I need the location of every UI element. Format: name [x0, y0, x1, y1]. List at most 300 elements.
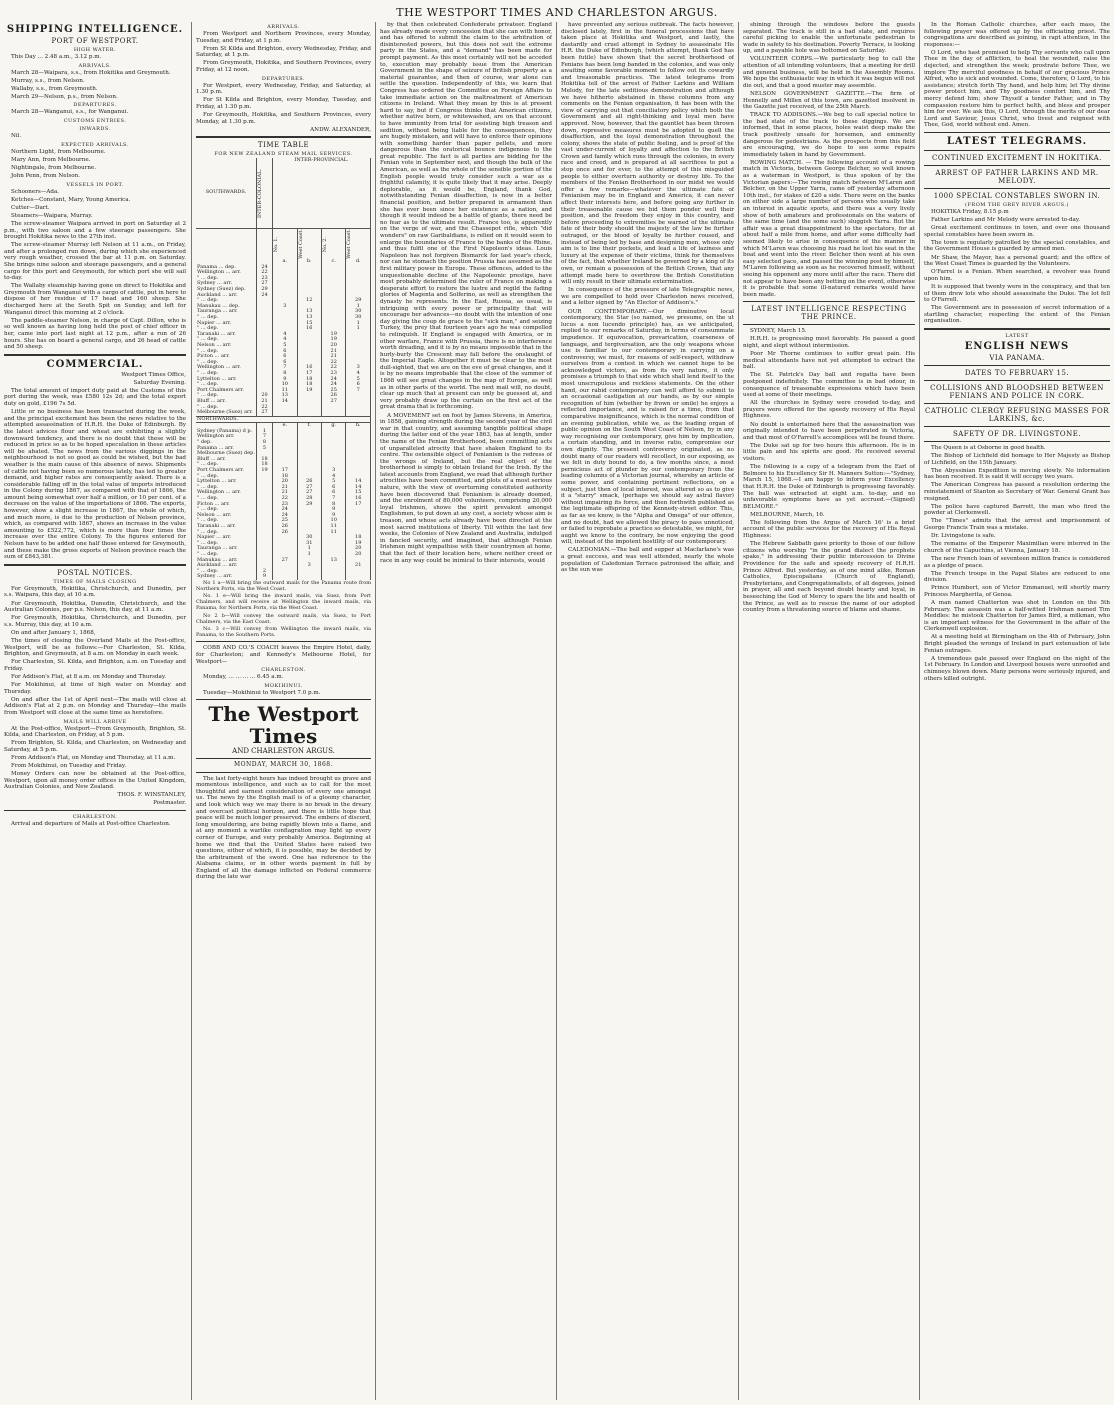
table-cell: 8 [273, 371, 297, 377]
english-via: VIA PANAMA. [989, 354, 1045, 362]
table-cell: 13 [297, 315, 321, 321]
table-cell: 2 [257, 569, 273, 575]
postmaster-name: THOS. F. WINSTANLEY, [117, 792, 186, 799]
paragraph: March 28—Waipara, s.s., from Hokitika and Greymouth. [11, 69, 171, 76]
paragraph: The screw-steamer Murray left Nelson at 11 a.m., on Friday, and after a prolonged run down, during which she experienced very rough weather, crossed the bar at 11 p.m. on Saturday. She brings nine saloon and steerage passengers, and a general cargo for this port and Greymouth, for which port she will sail to-day. [4, 242, 186, 282]
table-cell: 30 [346, 309, 371, 315]
paragraph: The St. Patrick's Day ball and regatta have been postponed indefinitely. The committee is in bad odour, in consequence of treasonable expressions which have been used at some of their meetings. [743, 372, 915, 399]
table-cell: Melbourne (Suez) arr. [196, 410, 257, 416]
table-cell: 1 [257, 429, 273, 435]
table-cell: 30 [297, 535, 321, 541]
table-cell: 27 [321, 399, 345, 405]
table-cell: 24 [321, 377, 345, 383]
table-cell: 21 [321, 349, 345, 355]
source-line: (FROM THE GREY RIVER ARGUS.) [965, 202, 1069, 208]
table-cell: Bluff ... arr. [196, 457, 257, 463]
table-cell: 31 [297, 541, 321, 547]
table-cell: 3 [321, 468, 345, 474]
table-cell: " ... dep. [196, 496, 257, 502]
table-cell: 15 [297, 321, 321, 327]
table-cell: 13 [321, 558, 345, 564]
livingstone-head: SAFETY OF DR. LIVINGSTONE. [952, 430, 1082, 438]
table-cell: 14 [273, 399, 297, 405]
table-cell: 6 [321, 485, 345, 491]
table-cell: " ... dep. [196, 360, 257, 366]
paragraph: For Greymouth, Hokitika, Christchurch, and Dunedin, per s.s. Waipara, this day, at 10 a.m. [4, 585, 186, 599]
tt-head-row [196, 229, 371, 259]
paragraph: The screw-steamer Waipara arrived in port on Saturday at 2 p.m., with two saloon and a few steerage passengers. She brought Hokitika news to the 27th inst. [4, 220, 186, 241]
timetable [196, 158, 371, 580]
paragraph: Prince Humbert, son of Victor Emmanuel, will shortly marry Princess Margherita, of Genoa. [924, 585, 1110, 598]
departures: March 28—Wanganui, s.s., for Wanganui. [11, 109, 129, 116]
table-cell: Panama ... arr. [196, 446, 257, 452]
expected-label: EXPECTED ARRIVALS. [61, 141, 129, 148]
table-cell: 25 [321, 388, 345, 394]
inwards: Nil. [11, 133, 22, 140]
table-cell: 22 [257, 405, 273, 411]
paragraph: Northern Light, from Melbourne. [11, 148, 106, 155]
c2-departures-list [196, 83, 371, 126]
table-cell: 19 [297, 388, 321, 394]
paragraph: From Brighton, St. Kilda, and Charleston, on Wednesday and Saturday, at 5 p.m. [4, 740, 186, 753]
table-cell: " ... dep. [196, 507, 257, 513]
table-cell: Nelson ... arr. [196, 343, 257, 349]
table-cell: 27 [257, 281, 273, 287]
table-cell: 4 [273, 332, 297, 338]
table-cell: 11 [321, 530, 345, 536]
table-cell: 5 [273, 343, 297, 349]
timetable-title: TIME TABLE [257, 141, 310, 150]
paragraph: For St Kilda and Brighton, every Monday, Tuesday, and Friday, at 1.30 p.m. [196, 97, 371, 110]
shipping-title: SHIPPING INTELLIGENCE. [6, 24, 184, 35]
table-cell: " ... dep. [196, 315, 257, 321]
vessels-list [4, 189, 186, 220]
table-cell: 18 [297, 382, 321, 388]
paragraph: For Greymouth, Hokitika, and Southern Provinces, every Monday, at 1.30 p.m. [196, 111, 371, 125]
departures-label: DEPARTURES. [73, 102, 117, 109]
paragraph: shining through the windows before the guests separated. The track is still in a bad state, and requires careful picking to enable the unfortunate pedestrian to wade in safety to his destination. Poverty Terrace, is looking up, and a payable hole was bottomed on Saturday. [743, 22, 915, 55]
paragraph: The following is a copy of a telegram from the Earl of Belmore to his Excellency Sir H. Manners Sutton:—"Sydney, March 15, 1868.—I am happy to inform your Excellency that H.R.H. the Duke of Edinburgh is progressing favorably. The ball was extracted at eight a.m. to-day, and no unfavorable symptoms have as yet accrued.—(Signed) BELMORE." [743, 464, 915, 510]
table-cell: 11 [321, 524, 345, 530]
table-cell: 29 [257, 287, 273, 293]
catholic-head: CATHOLIC CLERGY REFUSING MASSES FOR LARKINS, &c. [924, 407, 1110, 423]
paragraph: From St Kilda and Brighton, every Wednesday, Friday, and Saturday, at 1 p.m. [196, 45, 371, 59]
tt-northwards-head: NORTHWARDS. [196, 416, 371, 423]
table-cell: 12 [297, 298, 321, 304]
table-cell: 1 [297, 552, 321, 558]
paragraph: For Charleston, St. Kilda, and Brighton, a.m. on Tuesday and Friday. [4, 659, 186, 672]
table-cell: 27 [297, 490, 321, 496]
table-cell: Wellington ... arr. [196, 270, 257, 276]
table-cell: Sydney ... arr. [196, 574, 257, 580]
table-cell: Lyttelton ... arr. [196, 377, 257, 383]
column-3 [380, 22, 552, 1400]
tt-south-body [196, 265, 371, 417]
table-cell: Taranaki ... arr. [196, 524, 257, 530]
table-cell: " ... dep. [196, 485, 257, 491]
table-cell: 24 [321, 382, 345, 388]
table-cell: " ... dep. [196, 518, 257, 524]
table-cell: a. [273, 259, 297, 265]
hokitika-paragraphs [924, 209, 1110, 325]
c2-arrivals-list [196, 31, 371, 74]
table-cell: 17 [273, 468, 297, 474]
table-cell: Napier ... arr. [196, 535, 257, 541]
table-cell: 5 [321, 479, 345, 485]
paragraph: At the Post-office, Westport—From Greymouth, Brighton, St. Kilda, and Charleston, on Friday, at 5 p.m. [4, 725, 186, 739]
table-cell: 9 [257, 574, 273, 580]
table-cell: 13 [273, 393, 297, 399]
paragraph: The Abyssinian Expedition is moving slowly. No information has been received. It is said it will occupy two years. [924, 467, 1110, 481]
prayer-paragraphs [924, 22, 1110, 129]
table-cell: 23 [321, 371, 345, 377]
table-cell: d. [346, 259, 371, 265]
table-cell: 6 [346, 382, 371, 388]
table-cell: 24 [273, 513, 297, 519]
table-cell: 18 [346, 535, 371, 541]
table-cell: Lyttelton ... arr. [196, 479, 257, 485]
tt-inter-colonial: INTER-COLONIAL. [257, 168, 263, 218]
table-cell: Picton ... arr. [196, 502, 257, 508]
table-cell: Napier ... arr. [196, 321, 257, 327]
table-cell: 24 [257, 265, 273, 271]
table-cell: c. [321, 259, 345, 265]
mails-arrive-label: MAILS WILL ARRIVE [63, 718, 127, 725]
coach-mokihinui: MOKIHINUI. [264, 682, 303, 689]
paragraph: The "Times" admits that the arrest and imprisonment of George Francis Train was a mistake. [924, 518, 1110, 532]
tt-notes [196, 580, 371, 639]
charleston-text: Arrival and departure of Mails at Post-office Charleston. [11, 821, 171, 828]
table-cell: 29 [346, 298, 371, 304]
prince-paragraphs [743, 328, 915, 613]
column-rule [375, 22, 376, 1400]
coach-charleston: CHARLESTON. [261, 667, 306, 674]
column-rule [556, 22, 557, 1400]
table-cell: 10 [273, 382, 297, 388]
paragraph: Ketches—Constant, Mary, Young America. [11, 196, 131, 203]
table-cell: " ... dep. [196, 405, 257, 411]
table-cell: 21 [321, 354, 345, 360]
table-cell: 3 [273, 304, 297, 310]
paragraph: No. 1 e—Will bring the inward mails, via Suez, from Port Chalmers, and will receive at Wellington the inward mails, via Panama, for Northern Ports, via the West Coast. [196, 593, 371, 612]
table-cell: 4 [346, 371, 371, 377]
table-cell: " ... dep. [196, 530, 257, 536]
table-cell: 22 [321, 365, 345, 371]
coach-monday: Monday, ... ... ... ... 6.45 a.m. [203, 674, 284, 681]
commercial-day: Saturday Evening. [133, 379, 186, 386]
signoff: ANDW. ALEXANDER, [310, 126, 371, 133]
paragraph: Mr Shaw, the Mayor, has a personal guard; and the office of the West Coast Times is guarded by the Volunteers. [924, 254, 1110, 268]
paragraph: O Lord, who hast promised to help Thy servants who call upon Thee in the day of affliction, to heal the wounded, raise the dejected, and strengthen the week; prostrate before Thee, we implore Thy merciful goodness in behalf of our gracious Prince Alfred, who is sick and wounded. Come, therefore, O Lord, to his assistance; stretch forth Thy hand, and help him; let Thy divine power protect him, and Thy goodness comfort him, and Thy mercy defend him; show Thyself a tender Father, and in Thy compassion restore him to perfect helth, and bless and prosper him for ever. We ask this, O Lord, through the merits of our dear Lord and Saviour, Jesus Christ, who livest and reignest with Thee, God, world without end. Amen. [924, 49, 1110, 129]
arrivals-label: ARRIVALS. [78, 62, 112, 69]
c2-arrivals-label: ARRIVALS. [267, 24, 300, 30]
table-cell: Panama ... dep. [196, 265, 257, 271]
paragraph: The Wallaby steamship having gone on direct to Hokitika and Greymouth from Wanganui with a cargo of cattle, put in here to dispose of her residue of 17 head and 160 sheep. She discharged here at the South Spit on Sunday, and left for Wanganui direct this morning at 2 o'clock. [4, 283, 186, 316]
paragraph: The new French loan of seventeen million francs is considered as a pledge of peace. [924, 555, 1110, 569]
table-cell: Wellington ... arr. [196, 490, 257, 496]
table-cell: 27 [297, 485, 321, 491]
paragraph: The American Congress has passed a resolution ordering the reinstatement of Stanton as Secretary of War. General Grant has resigned. [924, 482, 1110, 502]
expected-list [4, 149, 186, 180]
table-cell: " ... dep. [196, 474, 257, 480]
paragraph: Nightingale, from Melbourne. [11, 164, 97, 171]
arrivals-list [4, 70, 186, 101]
paper-subtitle: AND CHARLESTON ARGUS. [232, 747, 335, 756]
table-cell: 8 [321, 502, 345, 508]
paragraph: John Penn, from Nelson. [11, 172, 80, 179]
port-title: PORT OF WESTPORT. [51, 37, 139, 45]
table-cell: 13 [297, 309, 321, 315]
timetable-subtitle: FOR NEW ZEALAND STEAM MAIL SERVICES. [214, 151, 353, 158]
table-cell: 20 [321, 343, 345, 349]
table-cell: 27 [273, 558, 297, 564]
high-water-label: HIGH WATER. [73, 47, 117, 53]
dates-head: DATES TO FEBRUARY 15. [964, 369, 1070, 377]
paragraph: Cutter—Dart. [11, 204, 50, 211]
table-cell: " ... dep. [196, 462, 257, 468]
hokitika-head: CONTINUED EXCITEMENT IN HOKITIKA. [932, 154, 1102, 162]
paragraph: For Greymouth, Hokitika, Dunedin, Christchurch, and the Australian Colonies, per p.s. Nelson, this day, at 11 a.m. [4, 600, 186, 614]
mails-closing-label: TIMES OF MAILS CLOSING [53, 578, 137, 585]
paragraph: H.R.H. is progressing most favorably. He passed a good night, and slept without intermission. [743, 336, 915, 350]
table-cell: " ... dep. [196, 298, 257, 304]
paragraph: At a meeting held at Birmingham on the 4th of February, John Bright pleaded the wrongs of Ireland in part extenuation of late Fenian outrages. [924, 634, 1110, 654]
table-cell: 20 [346, 546, 371, 552]
table-cell: 19 [321, 337, 345, 343]
coach-text: COBB AND CO.'S COACH leaves the Empire Hotel, daily, for Charleston; and Kennedy's Melbourne Hotel, for Westport— [196, 645, 371, 665]
commercial-paragraphs [4, 388, 186, 561]
tt-inter-provincial: INTER-PROVINCIAL. [273, 158, 371, 229]
table-cell: 18 [273, 474, 297, 480]
table-cell: 7 [273, 365, 297, 371]
tt-column-head: West Coast. [346, 229, 353, 260]
table-cell: 14 [346, 485, 371, 491]
paragraph: In consequence of the pressure of late Telegraphic news, we are compelled to hold over Charleston news received, and a letter signed by "An Elector of Addison's." [561, 287, 734, 307]
table-cell: Manukau ... dep. [196, 304, 257, 310]
table-cell: 5 [346, 377, 371, 383]
table-cell: 7 [321, 496, 345, 502]
paragraph: For Greymouth, Hokitika, Christchurch, and Dunedin, per s.s. Murray, this day, at 10 a.m. [4, 615, 186, 628]
c2-departures-label: DEPARTURES. [261, 75, 306, 82]
paragraph: The Duke sat up for two hours this afternoon. He is in little pain and his spirits are good. He received several visitors. [743, 442, 915, 463]
table-cell: Tauranga ... arr. [196, 309, 257, 315]
table-cell: 23 [257, 276, 273, 282]
charleston-title: CHARLESTON. [72, 814, 118, 821]
paragraph: A man named Chatterton was shot in London on the 5th February. The assassin was a half-witted Irishman named Tim Meddles: he mistook Chatterton for James Bird, a milkman, who is an important witness for the Government in the affair of the Clerkenwell explosion. [924, 599, 1110, 633]
table-cell: 7 [346, 388, 371, 394]
table-cell: 29 [297, 502, 321, 508]
table-cell: " ... dep. [196, 393, 257, 399]
commercial-title: COMMERCIAL. [46, 358, 144, 370]
table-cell: Sydney (Suez) dep. [196, 287, 257, 293]
paragraph: The town is regularly patrolled by the special constables, and the Government House is guarded by armed men. [924, 239, 1110, 253]
table-cell: 19 [257, 468, 273, 474]
paragraph: The total amount of import duty paid at the Customs of this port during the week, was £580 12s 2d; and the total export duty on gold, £196 7s 5d. [4, 387, 186, 408]
paragraph: The Hebrew Sabbath gave priority to those of our fellow citizens who worship "in the grand dialect the prophets spake," in addressing their public intercession to Divine Providence for the safe and speedy recovery of H.R.H. Prince Alfred. But yesterday, as of one mind alike, Roman Catholics, Episcopalians (Church of England), Presbyterians, and Congregationalists, of all degrees, joined in prayer, all and each beyond doubt hearty and loyal, in beseeching the God of Mercy to spare the life and health of the Prince, as well as to rescue the name of our adopted country from a threatening source of blame and shame. [743, 541, 915, 614]
mails-arrive-list [4, 726, 186, 791]
table-cell: 24 [273, 507, 297, 513]
paragraph: The remains of the Emperor Maximilian were interred in the church of the Capuchins, at Vienna, January 18. [924, 541, 1110, 554]
paragraph: The last forty-eight hours has indeed brought us grave and momentous intelligence, and such as to call for the most thoughtful and earnest consideration of every one amongst us. The news by the English mail is of a gloomy character, and look which way we may there is no break in the dreary and overcast political horizon, and there is little hope that peace will be much longer preserved. The embers of discord, long smouldering, are being rapidly blown into a flame, and at any moment a warlike conflagration may light up every corner of Europe, and very probably America. Beginning at home we find that the United States have raised two questions, either of which, it is possible, may be decided by the arbitrament of the sword. One has reference to the Alabama claims, or in other words payment in full by England of all the damage inflicted on Federal commerce during the late war [196, 775, 371, 881]
table-cell: " ... dep. [196, 326, 257, 332]
table-cell: 9 [321, 507, 345, 513]
paragraph: For Mokihinui, at time of high water on Monday and Thursday. [4, 682, 186, 695]
paragraph: have prevented any serious outbreak. The facts however, disclosed lately, first in the funeral processions that have taken place at Hokitika and Westport, and lastly, the dastardly and cruel attempt in Sydney to assassinate His H.R. the Duke of Edinburgh, (which attempt, thank God has been futile) have shown that the secret brotherhood of Fenians has been long banded in the colonies, and was only awaiting some favorable moment to follow out its cowardly and treasonable practices. The latest telegrams from Hokitika tell of the arrest of Father Larkins and William Melody, for the late seditious demonstration and although we have hitherto abstained in these columns from any comments on the Fenian organisation, it has been with the view of carrying out that conciliatory policy which both the Government and all right-thinking and loyal men have approved. Now, however, that the gauntlet has been thrown down, repressive measures must be adopted to quell the disaffection, and the loyal demonstration throughout the colony, shows the state of public feeling, and is proof of the vast under-current of loyalty and affection to the British Crown and family which runs through the colonies, in every race and creed, and is prepared at all sacrifices to put a stop once and for ever, to the attempt of this misguided people to either overturn authority or destroy life. To the members of the Fenian Brotherhood in our midst we would offer a few remarks—whatever the ultimate fate of Fenianism may be in England and America, it can never affect their interests here, and before going any further in their treasonable cause we bid them ponder well their position, and the freedom they enjoy in this country, and before proceeding to extremities be warned of the ultimate fate of their body should the majesty of the law be further outraged, or the blood of loyalty be further roused, and instead of being led by base and designing men, whose only aim is to line their pockets, and lead a life of laziness and luxury at the expense of their victims, think for themselves of the fact, that whether Ireland be governed by a king of its own, or remain a possession of the British Crown, that any attempt made here to overthrow the British Constitution will only result in their ultimate extermination. [561, 22, 734, 286]
column-rule [738, 22, 739, 1400]
paragraph: From Addison's Flat, on Monday and Thursday, at 11 a.m. [11, 754, 176, 761]
paragraph: Poor Mr Thorne continues to suffer great pain. His medical attendants have not yet attempted to extract the ball. [743, 351, 915, 371]
table-cell: 16 [297, 365, 321, 371]
table-cell: 17 [297, 371, 321, 377]
table-cell: 20 [346, 552, 371, 558]
table-cell: " ... dep. [196, 276, 257, 282]
paragraph: by that then celebrated Confederate privateer. England has already made every concession that she can with honor, and has offered to submit the claim to the arbitration of disinterested powers, but this does not suit the extreme party in the States, and a "demand" has been made for prompt payment. As this most certainly will not be acceded to, execution may probably issue from the American Government in the shape of seizure of British property as a material guarantee, and then of course, war alone can settle the question. Independently of this, we learn that Congress has ordered the Committee on Foreign Affairs to take immediate action on the maltreatment of American citizens in Ireland. What they mean by this is at present hard to say, but if Congress thinks that American citizens, whether native born, or whitewashed, are on that account to have immunity from trial for assisting high treason and sedition, without being liable for the consequences, they are hugely mistaken, and will have to enforce their opinions with something harder than paper pellets, and more dangerous than the oratorical bounce indigenous to the great republic. The fact is all parties are bidding for the Fenian vote in September next, and though the bulk of the American, as well as the whole of the sensible portion of the English people would truly consider such a war as a frightful calamity, it is quite likely that it may arise. Deeply deplorable, as it would be, England, thank God, notwithstanding Fenian disaffection, is now in a better financial position, and better prepared in armament than she has ever been since her existence as a nation, and though it would indeed be a battle of giants, there need be no fear as to the ultimate result. France too, is apparently on the verge of war, and the Chassepot rifle, which "did wonders" on raw Garibaldians, is relied on it would seem to enlarge the boundaries of France to the banks of the Rhine, and thus fulfil one of the First Napoleon's ideas. Louis Napoleon has not forgiven Bismarck for last year's check, nor can he stomach the position Prussia has assumed as the first military power in Europe. These offences, added to the unquestionable decline of the Napoleonic prestige, have most probably determined the ruler of France on making a desperate effort to restore the lustre and regild the fading glories of Magenta and Solferino, as well as strengthen the dynasty he represents. In the East, Russia, as usual, is intriguing with every power or principality that will encourage her advances—no doubt with the intention of one day giving the coup de grace to the "sick man," and seizing Turkey, the prey that fourteen years ago he was compelled to relinquish. If England is engaged with America, or in other warfare, France with Prussia, there is no interference worth dreading, and it is by no means impossible that in the hurly-burly the Crescent may fall before the onslaught of the Imperial Eagle. Altogether it must be clear to the most dull-sighted, that we are on the eve of great changes, and it is by no means improbable that the close of the summer of 1868 will see great changes in the map of Europe, as well as in other parts of the world. The next mail will, no doubt, clear up much that at present can only be guessed at, and very probably draw up the curtain on the first act of the great drama that is forthcoming. [380, 22, 552, 411]
paragraph: Mary Ann, from Melbourne. [11, 156, 91, 163]
inwards-label: INWARDS. [79, 126, 111, 133]
paragraph: Money Orders can now be obtained at the Post-office, Westport, upon all money order offices in the United Kingdom, Australian Colonies, and New Zealand. [4, 771, 186, 791]
paragraph: For Westport, every Wednesday, Friday, and Saturday, at 1.30 p.m. [196, 82, 371, 96]
paragraph: No. 3 c—Will convey from Wellington the inward mails, via Panama, to the Southern Ports. [196, 626, 371, 639]
paragraph: NELSON GOVERNMENT GAZETTE.—The firm of Hennelly and Millen of this town, are gazetted insolvent in the Gazette just received, of the 25th March. [743, 90, 915, 111]
table-cell: 1 [346, 326, 371, 332]
commercial-office: Westport Times Office, [121, 371, 186, 378]
tt-column-head: West Coast. [297, 229, 304, 260]
table-cell: 15 [346, 490, 371, 496]
table-cell: 1 [346, 321, 371, 327]
table-cell: Picton ... arr. [196, 354, 257, 360]
paragraph: TRACK TO ADDISONS.—We beg to call special notice to the bad state of the track to these diggings. We are informed, that in some places, holes waist deep make the track positively unsafe for horsemen, and eminently dangerous for pedestrians. As the prospects from this field are encouraging, we do hope to see some repairs immediately taken in hand by Government. [743, 112, 915, 158]
table-cell: 20 [273, 479, 297, 485]
table-cell: " ... dep. [196, 349, 257, 355]
paragraph: From Greymouth, Hokitika, and Southern Provinces, every Friday, at 12 noon. [196, 60, 371, 73]
table-cell: 21 [273, 490, 297, 496]
paragraph: ROWING MATCH. — The following account of a rowing match in Victoria, between George Belcher, so well known as a waterman in Westport, is thus spoken of by the Victorian papers:—The rowing match between M'Laren and Belcher, on the Upper Yarra, came off yesterday afternoon 10th inst., for stakes of £20 a side. There were on the banks on either side a large number of persons who usually take an interest in aquatic sports, and there was a very lively show of both amateurs and professionals on the waters of the same time (and the some such) sluggish Yarra. But the affair was a great disappointment to the spectators, for at about half a mile from home, and after some difficulty had seemed likely to arise in consequence of the manner in which M'Laren was choosing his road he lost his seat in the boat and went into the river. Belcher then went at his own easy selected pace, and passed the winning post by himself, M'Laren following as soon as he recovered himself, without seeing his opponent any more until after the race. There did not appear to have been any betting on the event, otherwise it is probable that some ill-natured remarks would have been made. [743, 159, 915, 298]
table-cell: 6 [273, 349, 297, 355]
table-cell: g. [321, 423, 345, 429]
collisions-head: COLLISIONS AND BLOODSHED BETWEEN FENIANS AND POLICE IN CORK. [930, 384, 1104, 400]
c3-paragraphs [380, 22, 552, 564]
table-cell: 4 [321, 474, 345, 480]
paragraph: SYDNEY, March 15. [750, 328, 807, 335]
table-cell: 3 [346, 365, 371, 371]
paragraph: The times of closing the Overland Mails at the Post-office, Westport, will be as follows:—For Charleston, St. Kilda, Brighton, and Greymouth, at 8 a.m. on Monday in each week. [4, 637, 186, 658]
paragraph: The police have captured Barrett, the man who fired the powder at Clerkenwell. [924, 503, 1110, 517]
table-cell: 18 [257, 462, 273, 468]
table-cell: 22 [273, 496, 297, 502]
table-cell: 20 [257, 393, 273, 399]
table-cell: 27 [257, 410, 273, 416]
table-cell: h. [346, 423, 371, 429]
paragraph: In the Roman Catholic churches, after each mass, the following prayer was offered up by the officiating priest. The congregations are described as joining, in rapt attention, in the responses:— [924, 22, 1110, 48]
table-cell: 16 [297, 326, 321, 332]
table-cell: f. [297, 423, 321, 429]
table-cell: 6 [273, 360, 297, 366]
leader-paragraphs [196, 776, 371, 882]
paragraph: VOLUNTEER CORPS.—We particularly beg to call the attention of all intending volunteers, that a meeting for drill and general business, will be held in the Assembly Rooms. We hope the enthusiastic way in which it was begun will not die out, and that a good muster may assemble. [743, 56, 915, 89]
paper-date: MONDAY, MARCH 30, 1868. [233, 760, 334, 768]
table-cell: Melbourne (Suez) dep. [197, 450, 255, 457]
table-cell: Manukau ... arr. [196, 558, 257, 564]
table-cell: 3 [297, 563, 321, 569]
table-cell: 6 [321, 490, 345, 496]
table-cell: 19 [321, 332, 345, 338]
tt-north-body [196, 429, 371, 580]
column-6 [924, 22, 1110, 1400]
table-cell: Nelson ... arr. [196, 513, 257, 519]
table-cell: 21 [346, 563, 371, 569]
table-cell: " ... dep. [196, 569, 257, 575]
paragraph: Wallaby, s.s., from Greymouth. [11, 85, 98, 92]
table-cell: 9 [273, 377, 297, 383]
table-cell: Auckland ... arr. [196, 293, 257, 299]
table-cell: 26 [273, 524, 297, 530]
mails-closing-list [4, 586, 186, 717]
paragraph: The Government are in possession of secret information of a startling character, respecting the extent of the Fenian organisation. [924, 305, 1110, 325]
paragraph: It is supposed that twenty were in the conspiracy, and that ten of them drew lots who should assassinate the Duke. The lot fell to O'Farrell. [924, 283, 1110, 304]
shipping-paragraphs [4, 221, 186, 351]
c5-paragraphs [743, 22, 915, 298]
paragraph: From Westport and Northern Provinces, every Monday, Tuesday, and Friday, at 1 p.m. [196, 31, 371, 44]
paragraph: CALEDONIAN.—The ball and supper at Macfarlane's was a great success, and was well attended, nearly the whole population of Caledonian Terrace patronised the affair, and as the sun was [561, 547, 734, 574]
table-cell: Auckland ... arr. [196, 563, 257, 569]
table-cell: b. [297, 259, 321, 265]
customs-label: CUSTOMS ENTRIES. [63, 118, 127, 125]
table-cell: 4 [273, 337, 297, 343]
table-cell: Sydney (Panama) d p. [196, 429, 257, 435]
paragraph: From Mokihinui, on Tuesday and Friday. [11, 762, 127, 769]
table-cell: 8 [257, 440, 273, 446]
table-cell: 7 [257, 434, 273, 440]
table-cell: Port Chalmers arr. [196, 388, 257, 394]
column-5 [743, 22, 915, 1400]
paragraph: MELBOURNE, March, 16. [750, 511, 825, 518]
table-cell: " dep. [196, 440, 257, 446]
column-rule [191, 22, 192, 1400]
table-cell: 16 [346, 496, 371, 502]
tt-column-head: No. 2. [321, 236, 328, 252]
tt-column-head: No. 1. [273, 236, 280, 252]
postmaster-title: Postmaster. [153, 800, 186, 807]
coach-tuesday: Tuesday—Mokihinui to Westport 7.0 p.m. [203, 689, 321, 696]
table-cell: 18 [257, 457, 273, 463]
table-cell: 30 [346, 315, 371, 321]
english-paragraphs [924, 445, 1110, 682]
arrest-head: ARREST OF FATHER LARKINS AND MR. MELODY. [935, 169, 1099, 185]
column-4 [561, 22, 734, 1400]
paragraph: Little or no business has been transacted during the week, and the principal excitement has been the news relative to the attempted assassination of H.R.H. the Duke of Edinburgh. By the latest advices flour and wheat are exhibiting a slightly downward tendency, and there is no doubt that these will be reduced in price so as to be hoped speculation in these articles will be abated. The news from the various diggings in the neighbourhood is not so good as could be wished, but the bad weather is the main cause of this absence of news. Shipments of cattle not having been so numerous lately, has led to greater demand, and higher rates are consequently asked. There is a considerable falling off in the total value of imports introduced in the Colony during 1867, as compared with that of 1866, the amount being somewhat over half a million, or 10 per cent. of a decrease on the value of the importations of 1866. The exports, however, show a slight increase in 1867, the whole of which, and much more, is due to the production of Nelson province, which, as compared with 1867, shows an increase in the value amounting to £522,772, which is more than four times the increase over the entire Colony. To the figures entered for Nelson have to be added one half those entered for Greymouth, and these make the gross exports of Nelson province reach the sum of £843,381. [4, 409, 186, 561]
table-cell: " ... dep. [196, 337, 257, 343]
paragraph: A tremendous gale passed over England on the night of the 1st February. In London and Liverpool houses were unroofed and chimneys blown down. Many persons were seriously injured, and others killed outright. [924, 655, 1110, 682]
paragraph: The paddle-steamer Nelson, in charge of Capt. Dillon, who is so well known as having long held the post of chief officer in her, came into port last night at 12 p.m., after a run of 26 hours. She has on board a general cargo, and 26 head of cattle and 50 sheep. [4, 317, 186, 351]
table-cell [196, 229, 257, 259]
paragraph: For Addison's Flat, at 8 a.m. on Monday and Thursday. [11, 673, 167, 680]
paragraph: The following from the Argus of March 16' is a brief account of the public services for the recovery of His Royal Highness: [743, 519, 915, 540]
paragraph: No 2 b—Will convey the outward mails, via Suez, to Port Chalmers, via the East Coast. [196, 612, 371, 625]
vessels-label: VESSELS IN PORT. [66, 181, 124, 188]
table-cell: 21 [257, 399, 273, 405]
tt-southwards-head: SOUTHWARDS. [196, 158, 257, 229]
table-cell: Port Chalmers arr. [196, 468, 257, 474]
table-cell: 1 [297, 546, 321, 552]
table-cell: 14 [346, 479, 371, 485]
table-cell: 23 [273, 502, 297, 508]
english-latest: LATEST [1005, 333, 1029, 339]
table-cell: 1 [346, 304, 371, 310]
english-title: ENGLISH NEWS [964, 341, 1070, 352]
paragraph: No doubt is entertained here that the assassination was originally intended to have been perpetrated in Victoria, and that most of O'Farrell's accomplices will be found there. [743, 421, 915, 441]
masthead: THE WESTPORT TIMES AND CHARLESTON ARGUS. [396, 6, 718, 19]
paragraph: On and after January 1, 1868, [11, 629, 96, 636]
